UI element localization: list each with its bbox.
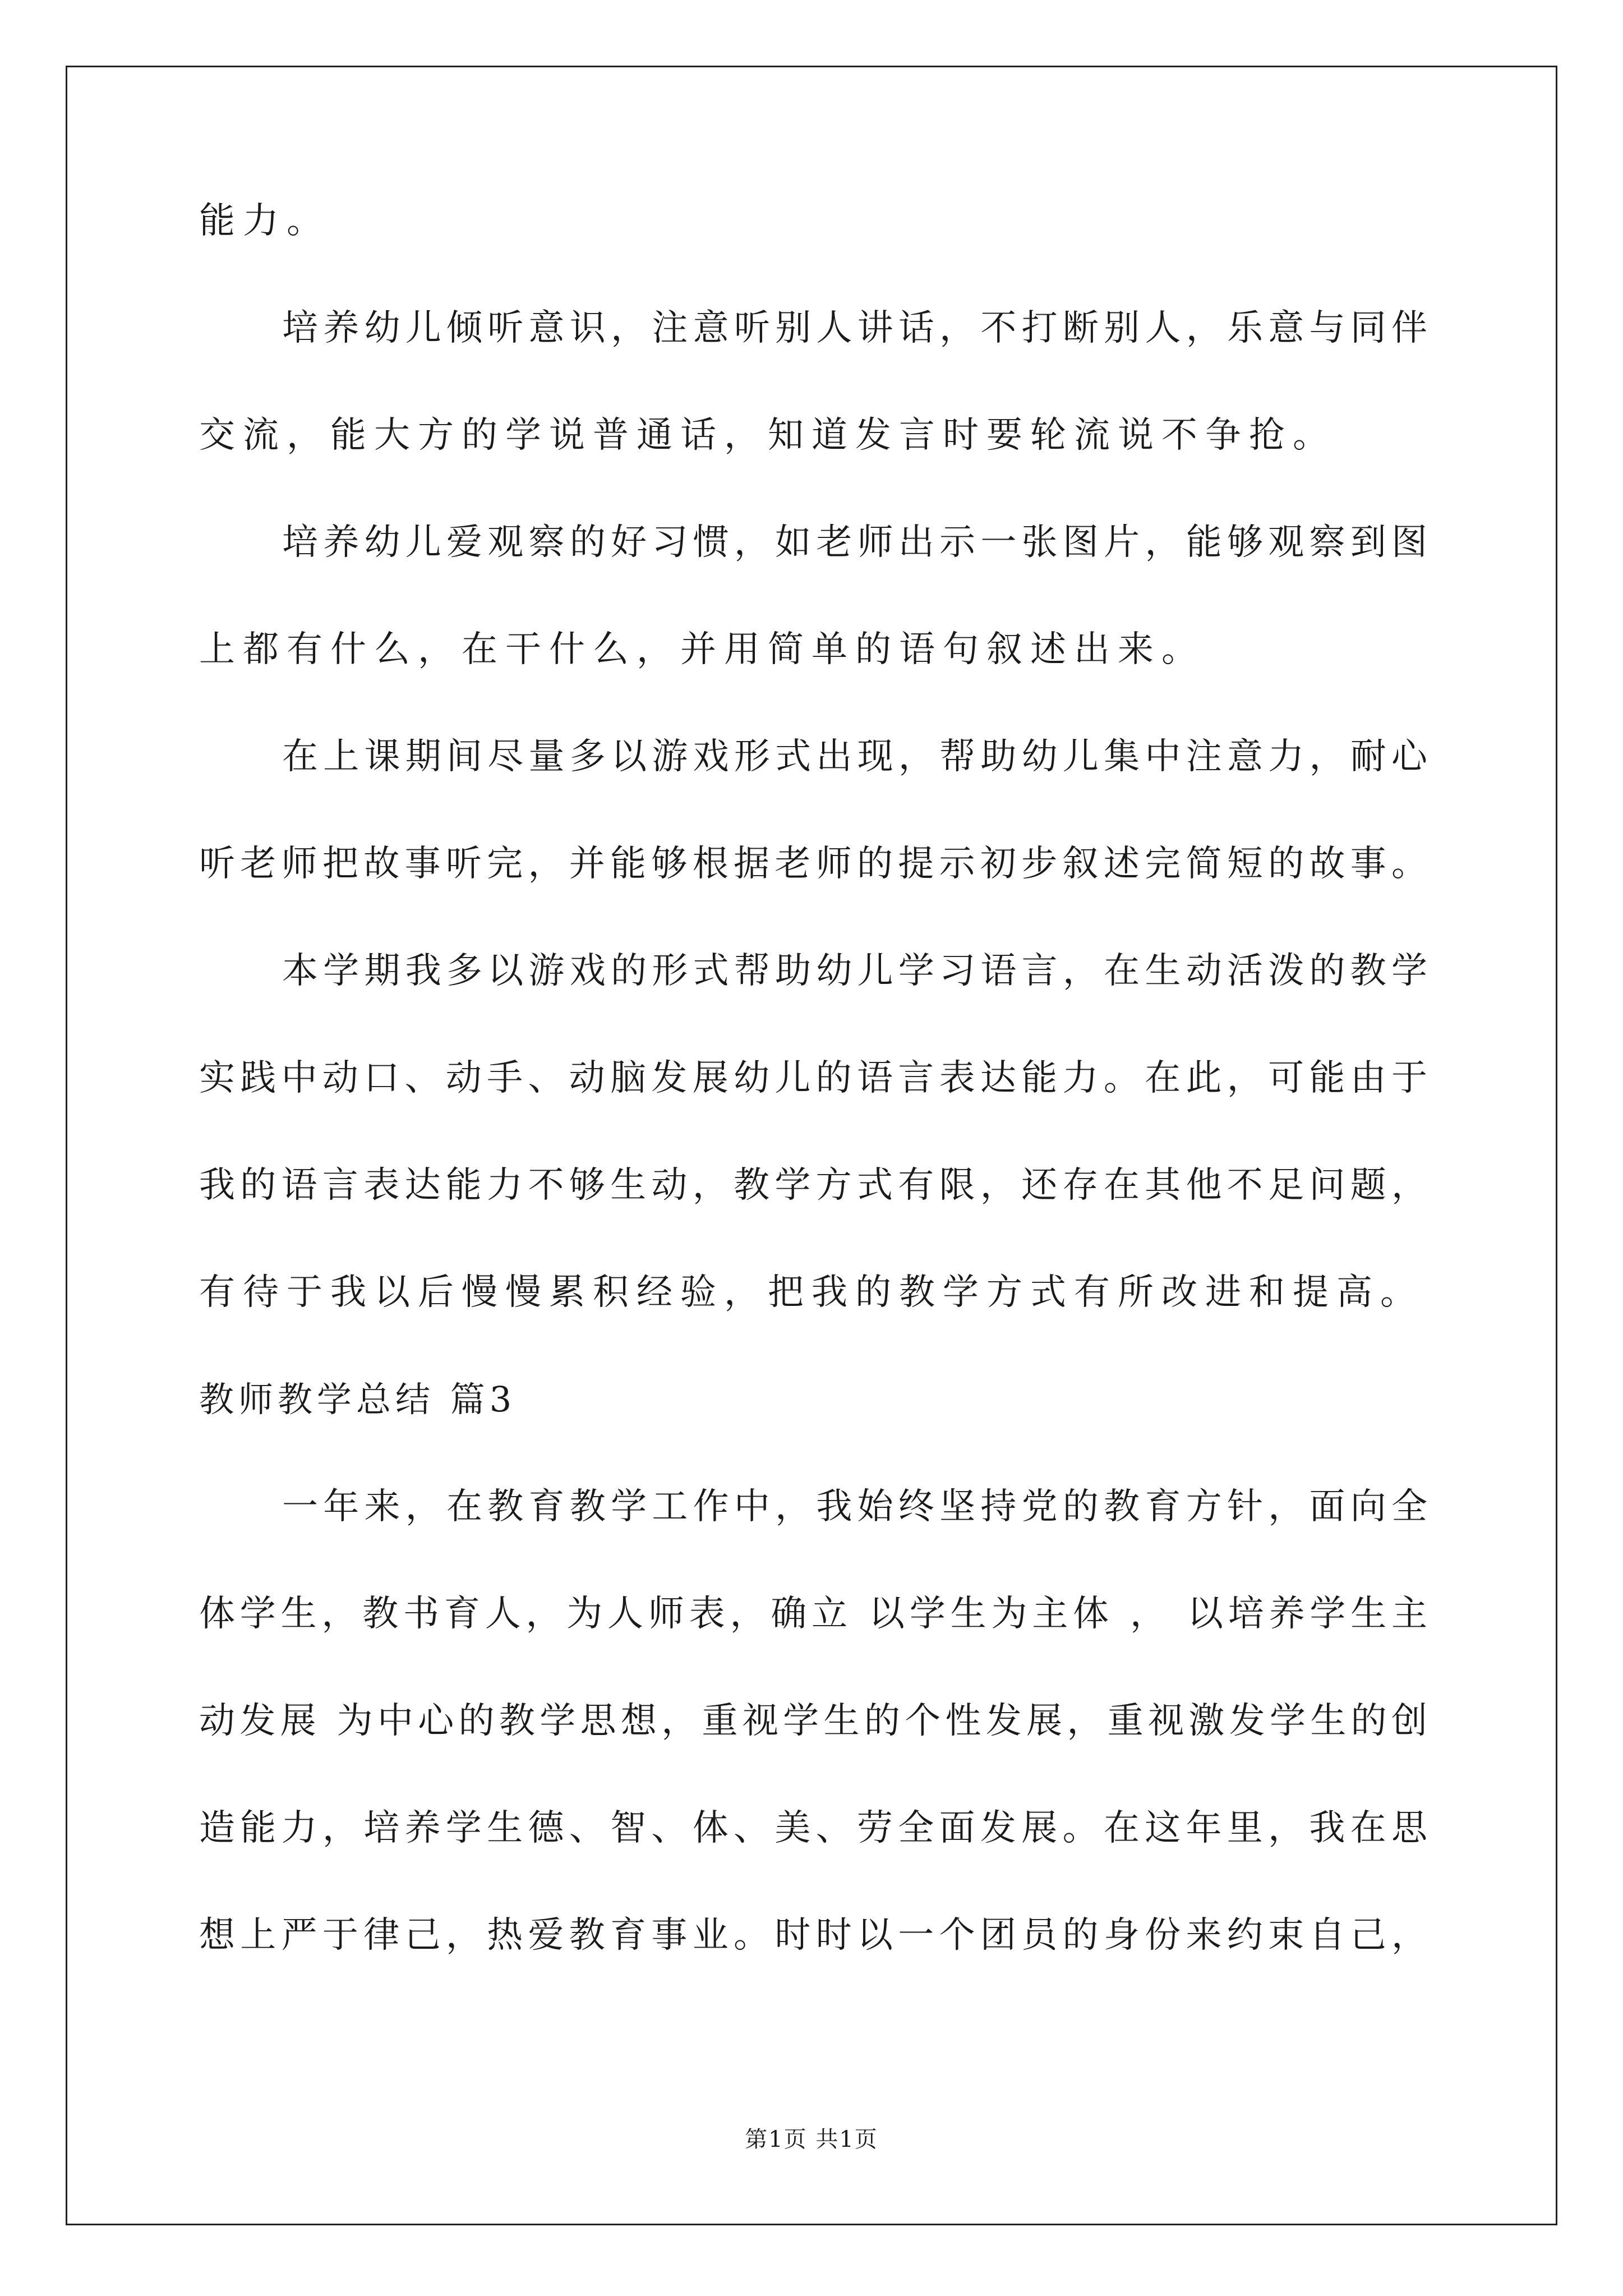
- text-line: 动发展 为中心的教学思想，重视学生的个性发展，重视激发学生的创: [199, 1700, 1427, 1742]
- text-line: 上都有什么，在干什么，并用简单的语句叙述出来。: [199, 629, 1205, 670]
- text-line: 能力。: [199, 200, 330, 242]
- page-number-footer: 第1页 共1页: [745, 2127, 878, 2152]
- paragraph-start-line: 在上课期间尽量多以游戏形式出现，帮助幼儿集中注意力，耐心: [282, 736, 1427, 777]
- text-line: 有待于我以后慢慢累积经验，把我的教学方式有所改进和提高。: [199, 1272, 1424, 1313]
- document-body: [199, 200, 1427, 2024]
- paragraph-start-line: 培养幼儿倾听意识，注意听别人讲话，不打断别人，乐意与同伴: [282, 307, 1427, 349]
- paragraph-start-line: 培养幼儿爱观察的好习惯，如老师出示一张图片，能够观察到图: [282, 522, 1427, 563]
- text-line: 实践中动口、动手、动脑发展幼儿的语言表达能力。在此，可能由于: [199, 1057, 1427, 1099]
- text-line: 造能力，培养学生德、智、体、美、劳全面发展。在这年里，我在思: [199, 1807, 1427, 1849]
- section-heading: 教师教学总结 篇3: [199, 1379, 517, 1420]
- text-line: 交流，能大方的学说普通话，知道发言时要轮流说不争抢。: [199, 415, 1336, 456]
- text-line: 体学生，教书育人，为人师表，确立 以学生为主体 ， 以培养学生主: [199, 1593, 1427, 1635]
- paragraph-start-line: 本学期我多以游戏的形式帮助幼儿学习语言，在生动活泼的教学: [282, 950, 1427, 992]
- text-line: 想上严于律己，热爱教育事业。时时以一个团员的身份来约束自己，: [199, 1915, 1427, 1956]
- text-line: 听老师把故事听完，并能够根据老师的提示初步叙述完简短的故事。: [199, 843, 1427, 885]
- paragraph-start-line: 一年来，在教育教学工作中，我始终坚持党的教育方针，面向全: [282, 1486, 1427, 1527]
- text-line: 我的语言表达能力不够生动，教学方式有限，还存在其他不足问题，: [199, 1165, 1427, 1206]
